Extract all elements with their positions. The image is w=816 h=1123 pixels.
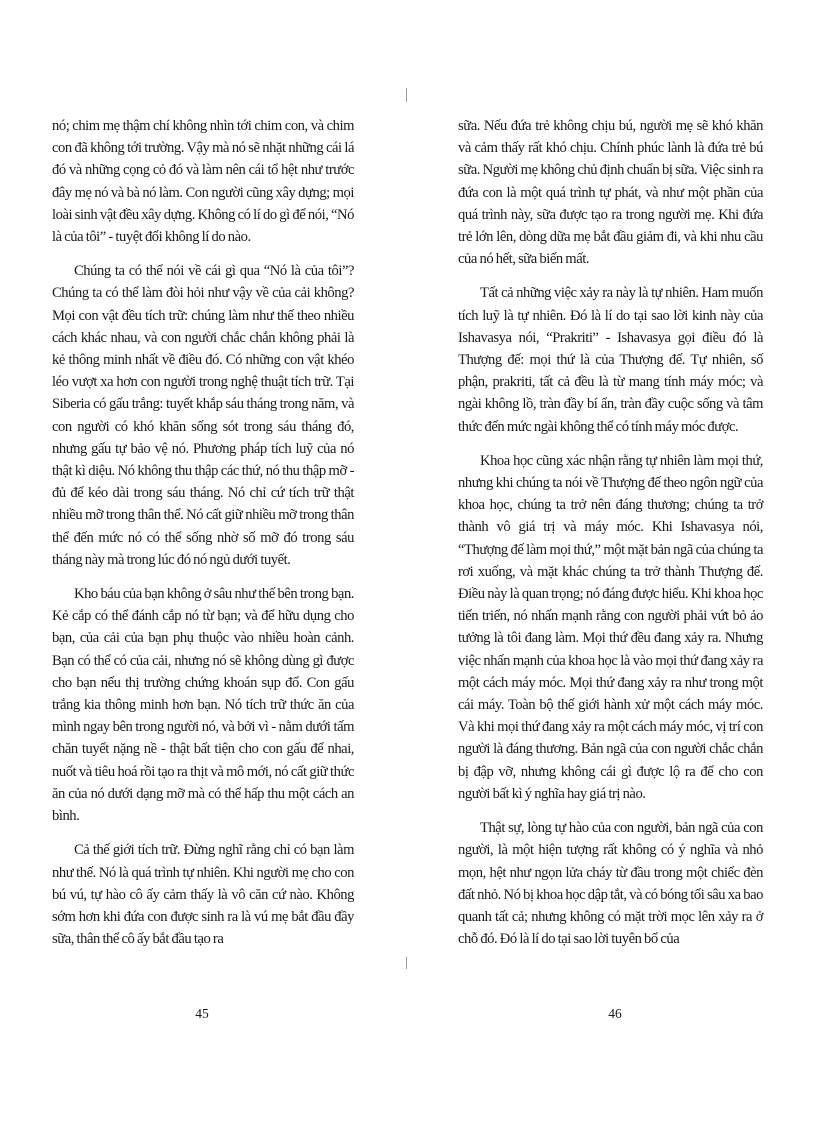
left-paragraph-2: Chúng ta có thể nói về cái gì qua “Nó là của tôi”? Chúng ta có thể làm đòi hỏi như vậy về của cải không? Mọi con vật đều tích trữ: chúng làm như thế theo nhiều cách khác nhau, và con người chắc chắn không phải là kẻ thông minh nhất về điều đó. Có những con vật khéo léo vượt xa hơn con người trong nghệ thuật tích trữ. Tại Siberia có gấu trắng: tuyết khắp sáu tháng trong năm, và con người có khó khăn sống sót trong sáu tháng đó, nhưng gấu tự bảo vệ nó. Phương pháp tích luỹ của nó thật kì diệu. Nó không thu thập các thứ, nó thu thập mỡ - đủ để kéo dài trong sáu tháng. Nó chỉ cứ tích trữ thật nhiều mỡ trong thân thể. Nó cất giữ nhiều mỡ trong thân thể đến mức nó có thể sống nhờ số mỡ đó trong sáu tháng này mà trong lúc đó nó ngủ dưới tuyết. [52, 263, 354, 568]
page-number-left: 45 [195, 1006, 209, 1021]
left-page-text [52, 115, 354, 962]
right-paragraph-4: Thật sự, lòng tự hào của con người, bản ngã của con người, là một hiện tượng rất không có ý nghĩa và nhỏ mọn, hệt như ngọn lửa cháy từ đầu trong một chiếc đèn đất nhỏ. Nó bị khoa học dập tắt, và có bóng tối sâu xa bao quanh tất cả; nhưng không có mặt trời mọc lên xảy ra ở chỗ đó. Đó là lí do tại sao lời tuyên bố của [458, 820, 763, 948]
left-paragraph-1: nó; chim mẹ thậm chí không nhìn tới chim con, và chim con đã không tới trường. Vậy mà nó sẽ nhặt những cái lá đó và những cọng cỏ đó và làm nên cái tổ hệt như trước đây mẹ nó và bà nó làm. Con người cũng xây dựng; mọi loài sinh vật đều xây dựng. Không có lí do gì để nói, “Nó là của tôi” - tuyệt đối không lí do nào. [52, 118, 354, 246]
gutter-mark-bottom [406, 957, 407, 969]
right-page-text [458, 115, 763, 962]
left-paragraph-3: Kho báu của bạn không ở sâu như thế bên trong bạn. Kẻ cắp có thể đánh cắp nó từ bạn; và để hữu dụng cho bạn, của cải của bạn phụ thuộc vào nhiều hoàn cảnh. Bạn có thể có của cải, nhưng nó sẽ không dùng gì được cho bạn nếu thị trường chứng khoán sụp đổ. Con gấu trắng kia thông minh hơn bạn. Nó tích trữ thức ăn của mình ngay bên trong người nó, và bởi vì - nằm dưới tấm chăn tuyết nặng nề - thật bất tiện cho con gấu để nhai, nuốt và tiêu hoá rồi tạo ra thịt và mô mới, nó cất giữ thức ăn của nó dưới dạng mỡ mà có thể hấp thu một cách an bình. [52, 586, 354, 825]
right-paragraph-2: Tất cả những việc xảy ra này là tự nhiên. Ham muốn tích luỹ là tự nhiên. Đó là lí do tại sao lời kinh này của Ishavasya nói, “Prakriti” - Ishavasya gọi điều đó là Thượng đế: mọi thứ là của Thượng đế. Tự nhiên, số phận, prakriti, tất cả đều là từ mang tính máy móc; và ngài không lồ, tràn đầy bí ẩn, tràn đầy cuộc sống và tâm thức đến mức ngài không thể có tính máy móc được. [458, 285, 763, 435]
right-paragraph-1: sữa. Nếu đứa trẻ không chịu bú, người mẹ sẽ khó khăn và cảm thấy rất khó chịu. Chính phúc lành là đứa trẻ bú sữa. Người mẹ không chủ định chuẩn bị sữa. Việc sinh ra đứa con là một quá trình tự phát, và như một phần của quá trình này, sữa được tạo ra trong người mẹ. Khi đứa trẻ lớn lên, dòng dữa mẹ bắt đầu giảm đi, và khi nhu cầu của nó hết, sữa biến mất. [458, 118, 763, 268]
left-paragraph-4: Cả thế giới tích trữ. Đừng nghĩ rằng chỉ có bạn làm như thế. Nó là quá trình tự nhiên. Khi người mẹ cho con bú vú, tự hào cô ấy cảm thấy là vô căn cứ nào. Không sớm hơn khi đứa con được sinh ra là vú mẹ bắt đầu đầy sữa, thân thể cô ấy bắt đầu tạo ra [52, 842, 354, 948]
page-number-right: 46 [608, 1006, 622, 1021]
right-paragraph-3: Khoa học cũng xác nhận rằng tự nhiên làm mọi thứ, nhưng khi chúng ta nói về Thượng đế theo ngôn ngữ của khoa học, chúng ta trở nên đáng thương; chúng ta trở thành vô giá trị và máy móc. Khi Ishavasya nói, “Thượng đế làm mọi thứ,” một mặt bản ngã của chúng ta rơi xuống, và mặt khác chúng ta trở thành Thượng đế. Điều này là quan trọng; nó đáng được hiểu. Khi khoa học tiến triển, nó nhấn mạnh rằng con người phải vứt bỏ ảo tưởng là tôi đang làm. Mọi thứ đều đang xảy ra. Nhưng việc nhấn mạnh của khoa học là vào mọi thứ đang xảy ra một cách máy móc. Mọi thứ đang xảy ra như trong một cái máy. Toàn bộ thế giới hành xử một cách máy móc. Và khi mọi thứ đang xảy ra một cách máy móc, vị trí con người là đáng thương. Bản ngã của con người chắc chắn bị đập vỡ, nhưng không cái gì được lộ ra để cho con người bất kì ý nghĩa hay giá trị nào. [458, 452, 763, 802]
gutter-mark-top [406, 88, 407, 102]
